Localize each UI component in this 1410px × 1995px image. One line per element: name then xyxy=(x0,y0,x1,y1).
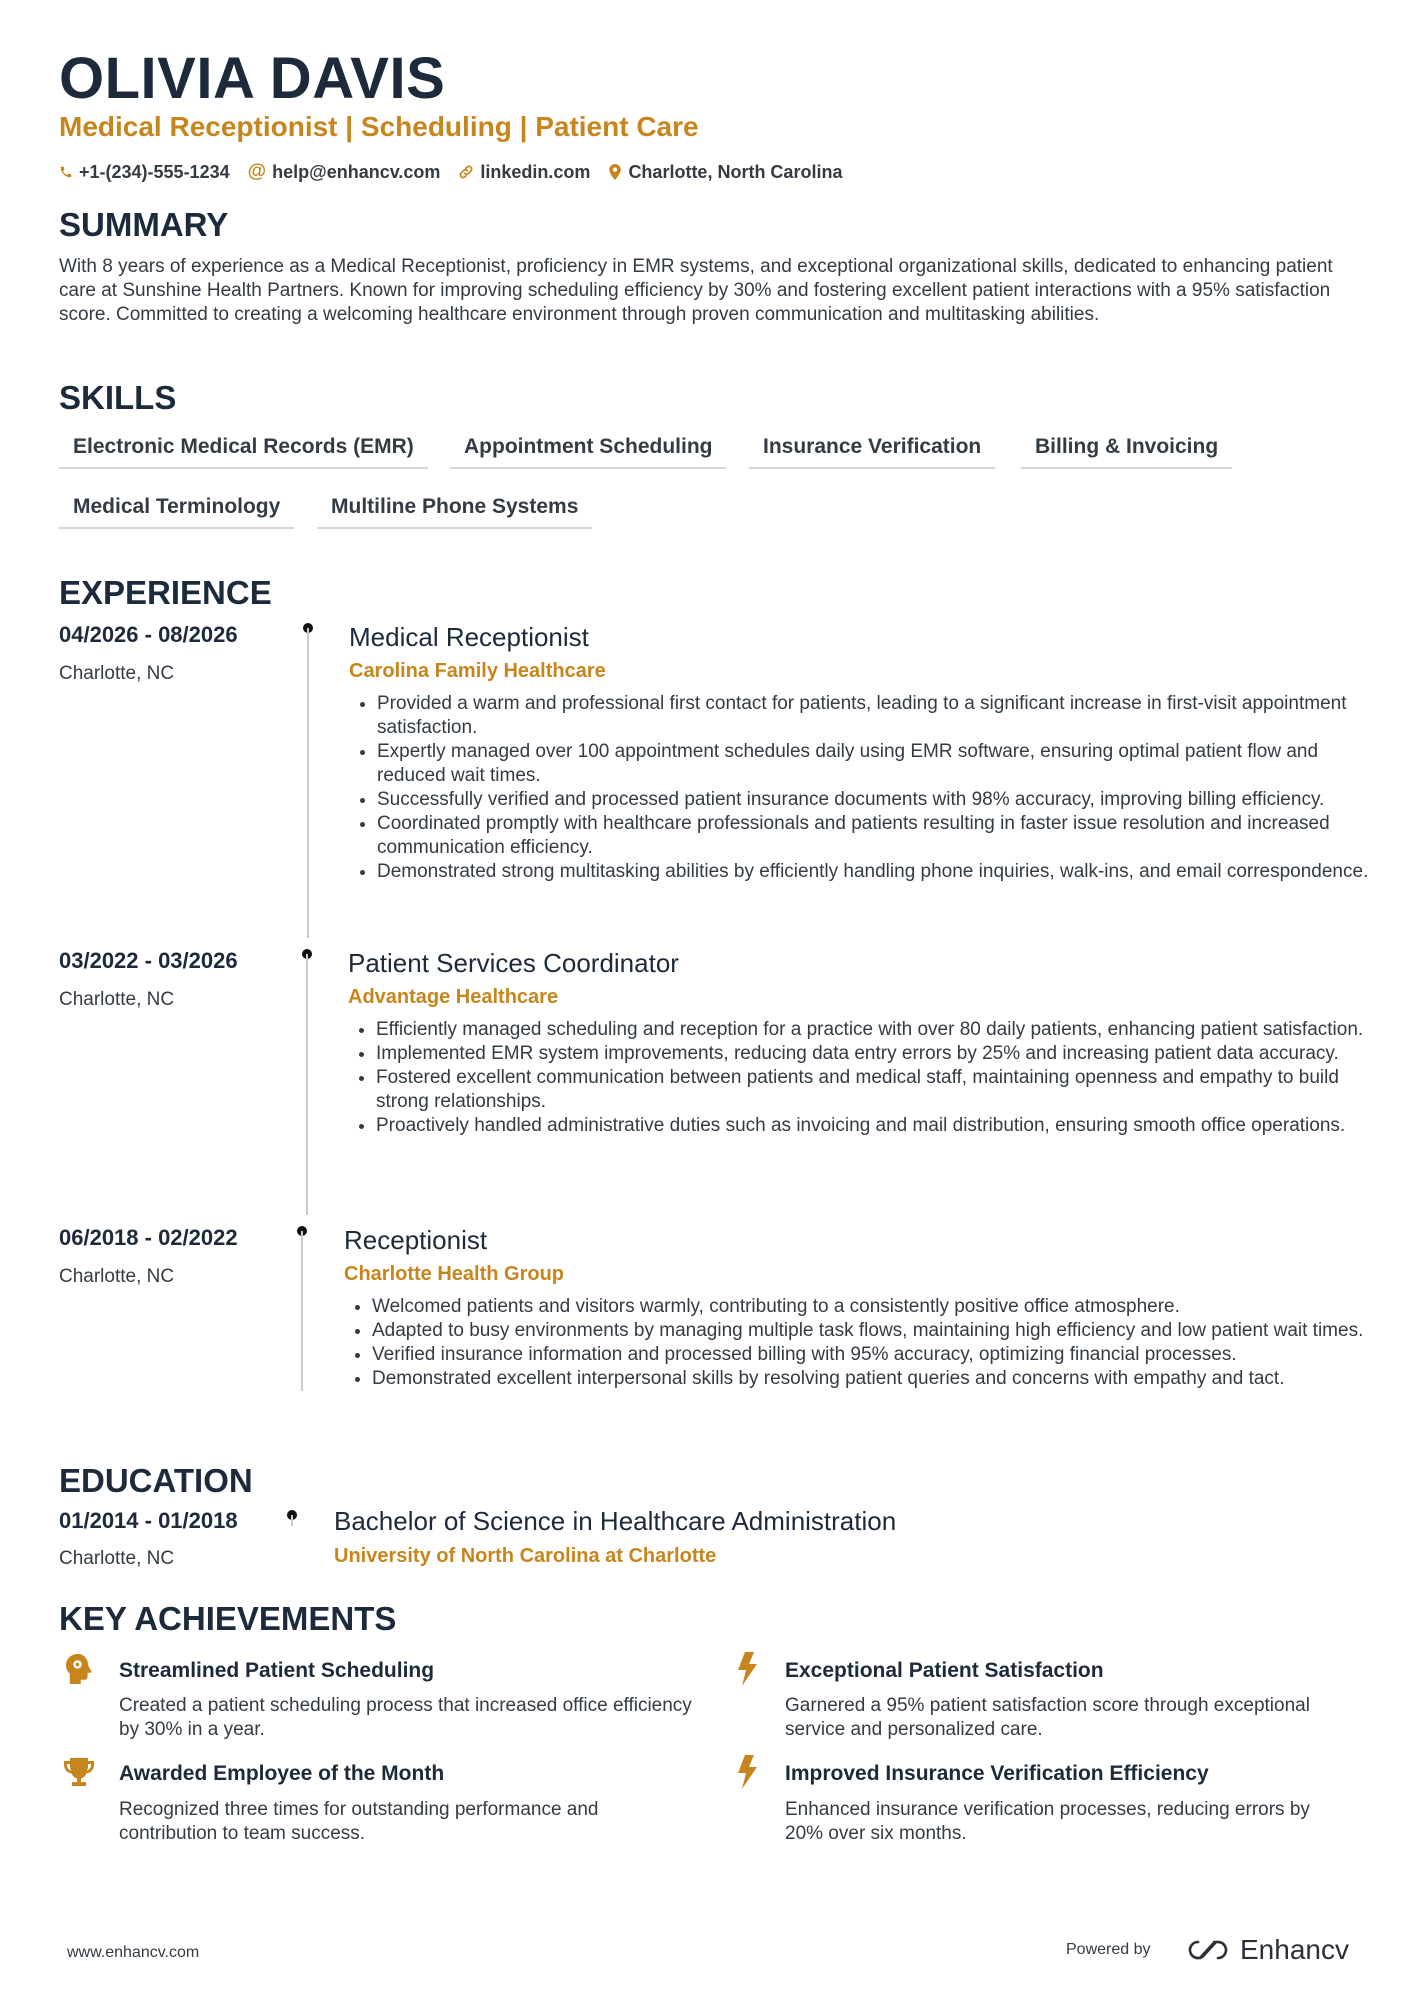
timeline-line xyxy=(301,1231,303,1391)
job-dates: 04/2026 - 08/2026 xyxy=(59,622,238,647)
at-icon: @ xyxy=(247,161,267,182)
job-bullet: • Demonstrated excellent interpersonal skills by resolving patient queries and concerns with empathy and tact. xyxy=(372,1367,1382,1391)
job-dates: 06/2018 - 02/2022 xyxy=(59,1225,238,1250)
lightning-icon xyxy=(730,1652,764,1686)
education-degree: Bachelor of Science in Healthcare Administration xyxy=(334,1506,897,1536)
location-text: Charlotte, North Carolina xyxy=(628,161,843,182)
candidate-tagline: Medical Receptionist | Scheduling | Patient Care xyxy=(59,111,699,142)
footer-website[interactable]: www.enhancv.com xyxy=(67,1944,200,1961)
achievement-desc: Garnered a 95% patient satisfaction score through exceptional service and personalized care. xyxy=(785,1695,1310,1740)
job-bullet: • Adapted to busy environments by managing multiple task flows, maintaining high efficiency and low patient wait times. xyxy=(372,1319,1382,1343)
job-location: Charlotte, NC xyxy=(59,663,175,684)
achievement-desc: Recognized three times for outstanding performance and contribution to team success. xyxy=(119,1799,599,1844)
job-bullet: • Demonstrated strong multitasking abilities by efficiently handling phone inquiries, walk-ins, and email correspondence. xyxy=(377,860,1377,884)
job-company: Advantage Healthcare xyxy=(348,986,559,1008)
job-bullet: • Expertly managed over 100 appointment schedules daily using EMR software, ensuring optimal patient flow and reduced wait times. xyxy=(377,740,1377,788)
summary-text: With 8 years of experience as a Medical Receptionist, proficiency in EMR systems, and exceptional organizational skills, dedicated to enhancing patient care at Sunshine Health Partners. Known for improving scheduling efficiency by 30% and fostering excellent patient interactions with a 95% satisfaction score. Committed to creating a welcoming healthcare environment through proven communication and multitasking abilities. xyxy=(59,256,1333,325)
timeline-line xyxy=(306,954,308,1215)
trophy-icon xyxy=(62,1755,96,1789)
education-heading: EDUCATION xyxy=(59,1462,253,1499)
contact-bar xyxy=(59,159,860,185)
skill-tag: Appointment Scheduling xyxy=(450,429,726,469)
timeline-line xyxy=(307,628,309,938)
phone-icon xyxy=(59,165,73,179)
job-bullet: • Implemented EMR system improvements, reducing data entry errors by 25% and increasing patient data accuracy. xyxy=(376,1042,1386,1066)
job-bullet: • Fostered excellent communication between patients and medical staff, maintaining openness and empathy to build strong relationships. xyxy=(376,1066,1386,1114)
contact-linkedin[interactable] xyxy=(458,162,590,183)
achievement-desc: Enhanced insurance verification processes, reducing errors by 20% over six months. xyxy=(785,1799,1310,1844)
linkedin-text: linkedin.com xyxy=(480,161,591,182)
job-bullet: • Successfully verified and processed patient insurance documents with 98% accuracy, improving billing efficiency. xyxy=(377,788,1377,812)
email-text: help@enhancv.com xyxy=(272,161,441,182)
link-icon xyxy=(458,164,474,180)
job-bullets xyxy=(348,1018,1386,1138)
enhancv-logo-text: Enhancv xyxy=(1240,1934,1349,1965)
contact-email[interactable] xyxy=(248,161,441,183)
skill-tag: Billing & Invoicing xyxy=(1021,429,1232,469)
education-location: Charlotte, NC xyxy=(59,1548,175,1569)
contact-phone[interactable] xyxy=(59,162,230,183)
achievement-title: Improved Insurance Verification Efficiency xyxy=(785,1762,1209,1785)
head-icon xyxy=(62,1652,96,1686)
job-company: Charlotte Health Group xyxy=(344,1263,565,1285)
education-dates: 01/2014 - 01/2018 xyxy=(59,1508,238,1533)
job-bullet: • Efficiently managed scheduling and reception for a practice with over 80 daily patients, enhancing patient satisfaction. xyxy=(376,1018,1386,1042)
skill-tag: Medical Terminology xyxy=(59,489,294,529)
achievement-desc: Created a patient scheduling process that increased office efficiency by 30% in a year. xyxy=(119,1695,692,1740)
achievement-title: Exceptional Patient Satisfaction xyxy=(785,1659,1104,1682)
job-role: Receptionist xyxy=(344,1225,488,1255)
job-bullet: • Provided a warm and professional first contact for patients, leading to a significant increase in first-visit appointment satisfaction. xyxy=(377,692,1377,740)
summary-heading: SUMMARY xyxy=(59,206,229,243)
experience-heading: EXPERIENCE xyxy=(59,574,272,611)
enhancv-logo-icon xyxy=(1186,1939,1230,1961)
phone-text: +1-(234)-555-1234 xyxy=(79,161,230,182)
powered-by-label: Powered by xyxy=(1066,1941,1151,1958)
job-bullet: • Proactively handled administrative duties such as invoicing and mail distribution, ensuring smooth office operations. xyxy=(376,1114,1386,1138)
job-bullets xyxy=(344,1295,1382,1391)
job-role: Patient Services Coordinator xyxy=(348,948,679,978)
job-bullet: • Verified insurance information and processed billing with 95% accuracy, optimizing financial processes. xyxy=(372,1343,1382,1367)
job-bullet: • Welcomed patients and visitors warmly, contributing to a consistently positive office atmosphere. xyxy=(372,1295,1382,1319)
job-bullet: • Coordinated promptly with healthcare professionals and patients resulting in faster issue resolution and increased communication efficiency. xyxy=(377,812,1377,860)
achievements-heading: KEY ACHIEVEMENTS xyxy=(59,1600,397,1637)
job-role: Medical Receptionist xyxy=(349,622,589,652)
timeline-line xyxy=(291,1515,293,1526)
achievement-title: Awarded Employee of the Month xyxy=(119,1762,445,1785)
skill-tag: Insurance Verification xyxy=(749,429,995,469)
location-pin-icon xyxy=(608,164,622,180)
job-location: Charlotte, NC xyxy=(59,1266,175,1287)
job-dates: 03/2022 - 03/2026 xyxy=(59,948,238,973)
skill-tag: Electronic Medical Records (EMR) xyxy=(59,429,428,469)
skills-heading: SKILLS xyxy=(59,379,177,416)
enhancv-logo[interactable] xyxy=(1186,1934,1349,1966)
education-school: University of North Carolina at Charlotte xyxy=(334,1545,717,1567)
contact-location xyxy=(608,162,842,183)
job-company: Carolina Family Healthcare xyxy=(349,660,606,682)
candidate-name: OLIVIA DAVIS xyxy=(59,46,446,111)
job-bullets xyxy=(349,692,1377,884)
lightning-icon xyxy=(730,1755,764,1789)
skill-tag: Multiline Phone Systems xyxy=(317,489,592,529)
job-location: Charlotte, NC xyxy=(59,989,175,1010)
achievement-title: Streamlined Patient Scheduling xyxy=(119,1659,435,1682)
